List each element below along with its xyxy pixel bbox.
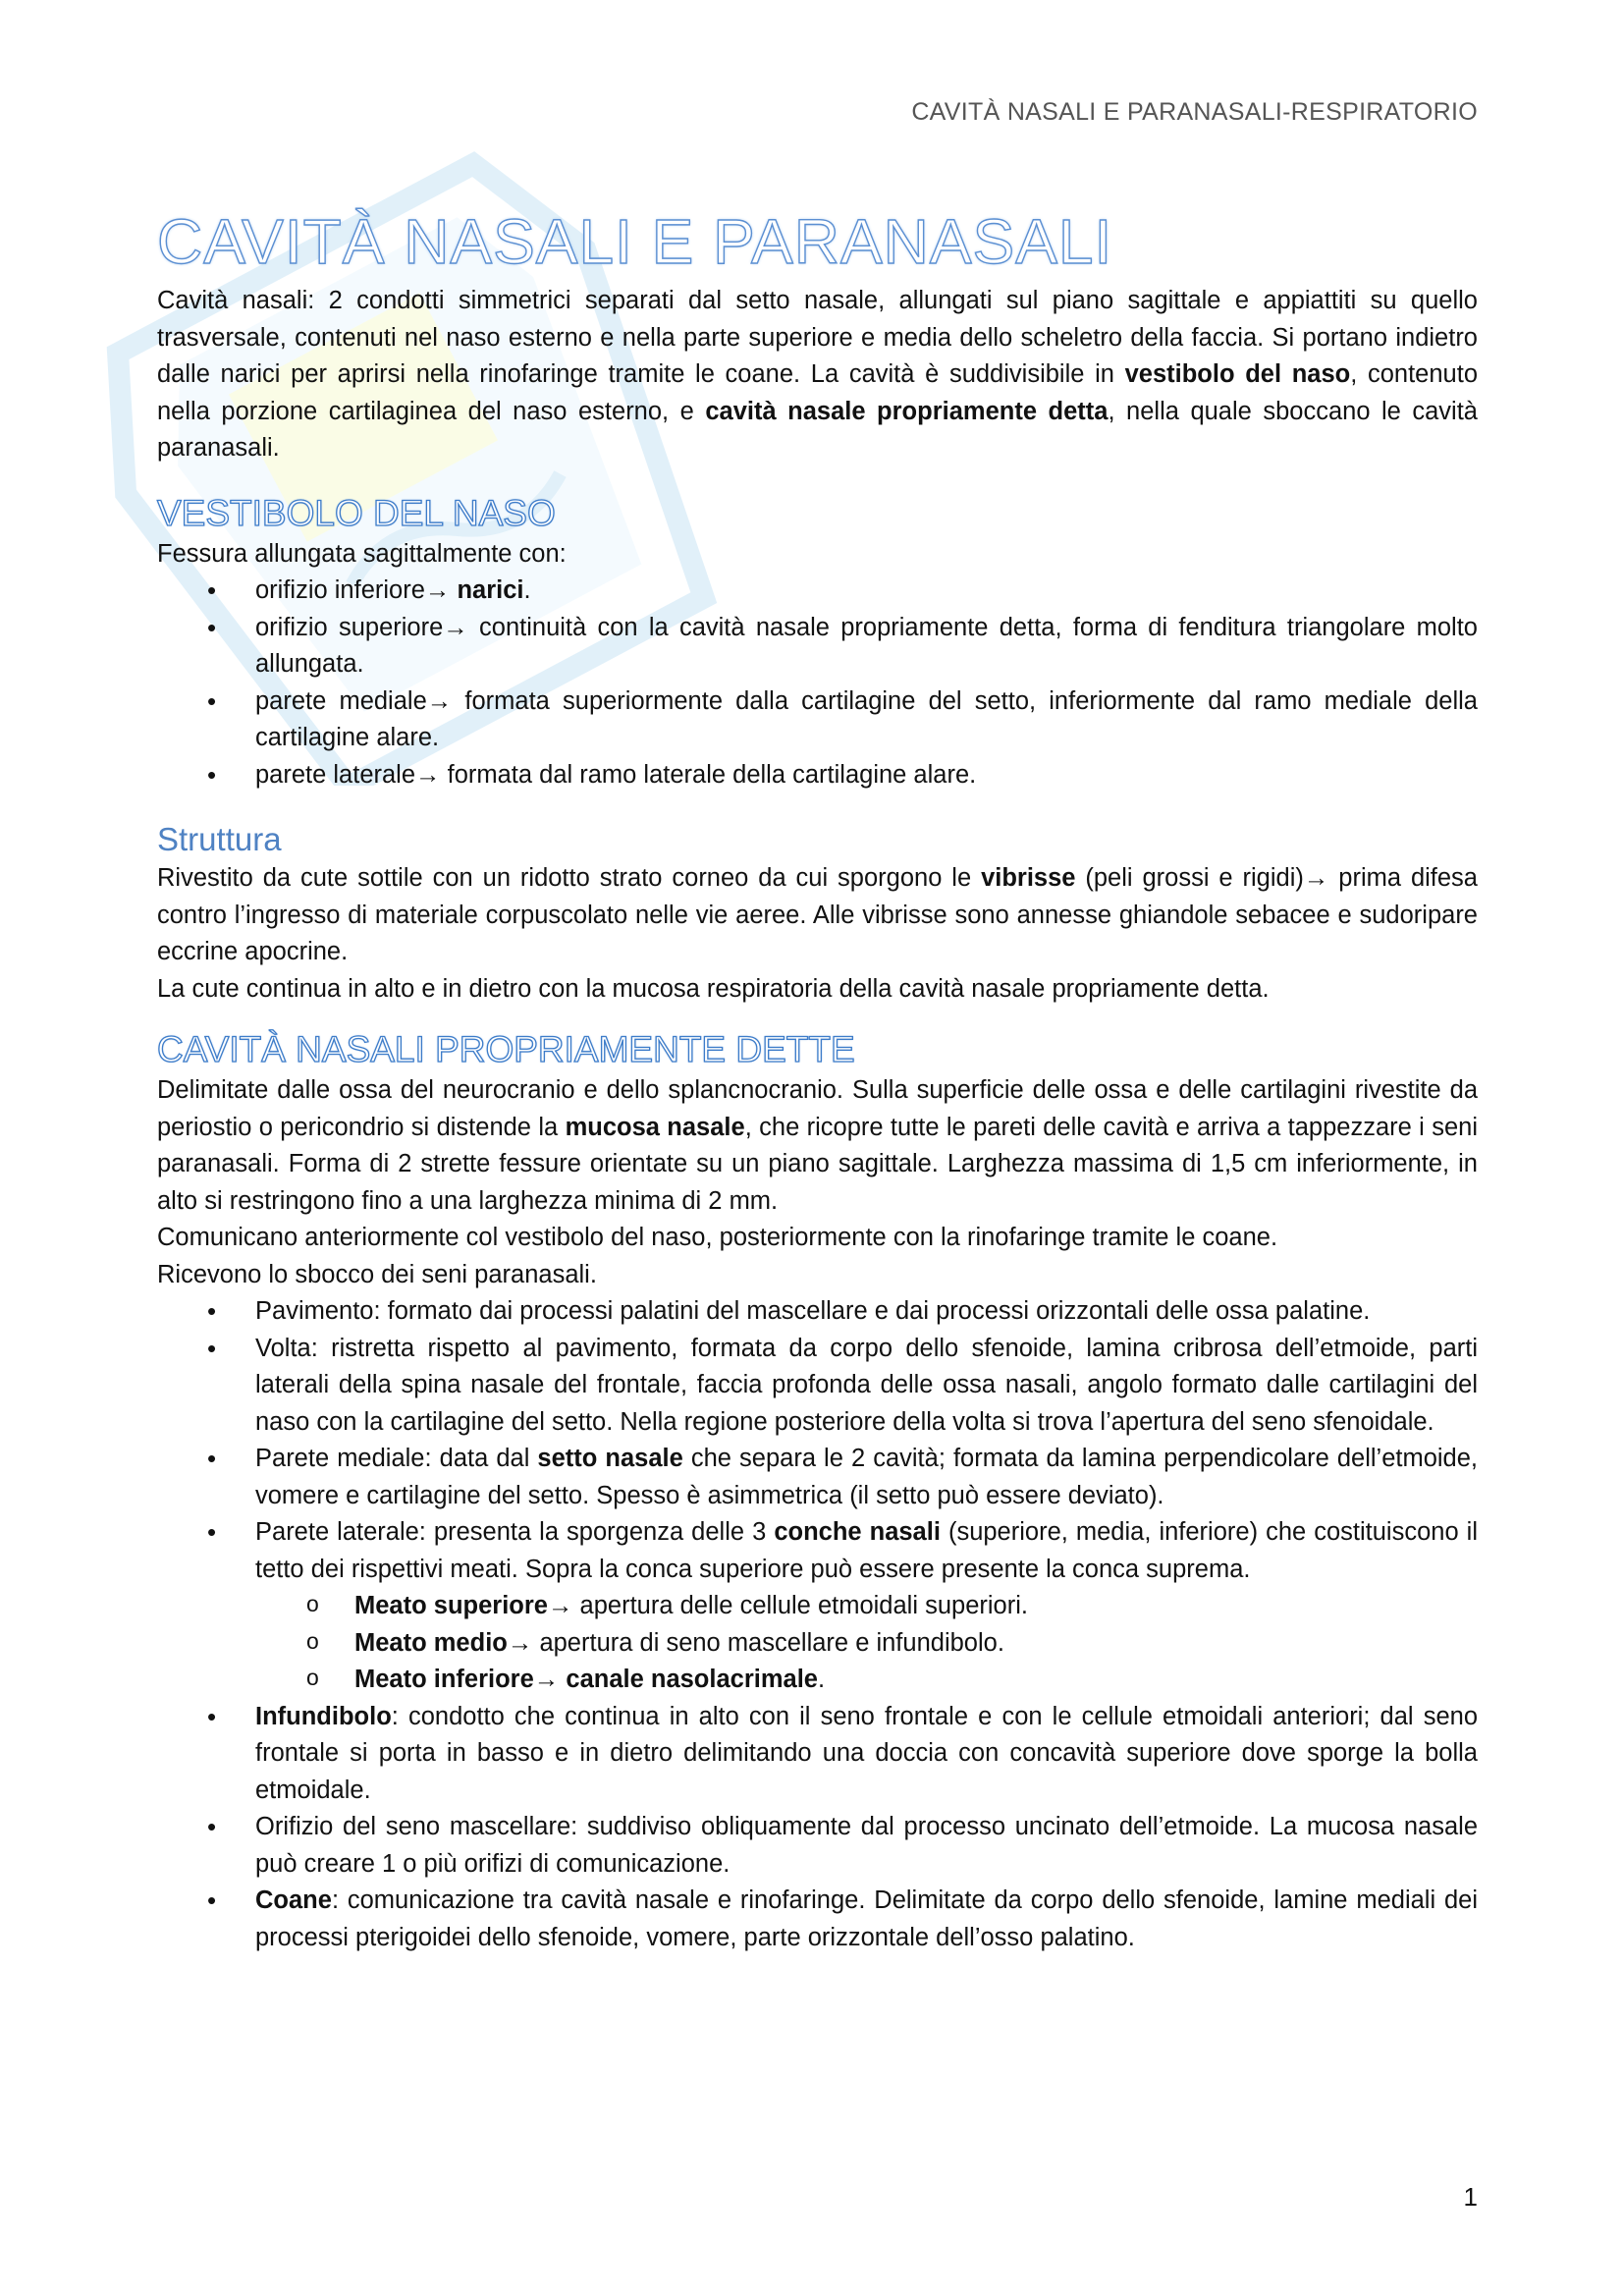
cavita-paragraph: Delimitate dalle ossa del neurocranio e dello splancnocranio. Sulla superficie delle ossa e delle cartilagini rivestite da periostio o pericondrio si distende la mucosa nasale, che ricopre tutte le pareti delle cavità e arriva a tappezzare i seni paranasali. Forma di 2 strette fessure orientate su un piano sagittale. Larghezza massima di 1,5 cm inferiormente, in alto si restringono fino a una larghezza minima di 2 mm.	[157, 1076, 1478, 1215]
list-item: • Pavimento: formato dai processi palatini del mascellare e dai processi orizzontali delle ossa palatine.	[157, 1293, 1478, 1331]
page-title: CAVITÀ NASALI E PARANASALI	[157, 206, 1113, 277]
list-item: • Parete mediale: data dal setto nasale che separa le 2 cavità; formata da lamina perpendicolare dell’etmoide, vomere e cartilagine del setto. Spesso è asimmetrica (il setto può essere deviato).	[157, 1441, 1478, 1514]
cavita-list	[157, 1293, 1478, 1956]
cavita-paragraph-2: Comunicano anteriormente col vestibolo del naso, posteriormente con la rinofaringe tramite le coane.	[157, 1224, 1278, 1251]
heading-cavita: CAVITÀ NASALI PROPRIAMENTE DETTE	[157, 1029, 855, 1069]
sub-list-item: o Meato inferiore→ canale nasolacrimale.	[157, 1662, 1478, 1699]
list-item: • Coane: comunicazione tra cavità nasale e rinofaringe. Delimitate da corpo dello sfenoide, lamine mediali dei processi pterigoidei dello sfenoide, vomere, parte orizzontale dell’osso palatino.	[157, 1883, 1478, 1956]
list-item: • Parete laterale: presenta la sporgenza delle 3 conche nasali (superiore, media, inferiore) che costituiscono il tetto dei rispettivi meati. Sopra la conca superiore può essere presente la conca suprema.	[157, 1514, 1478, 1588]
cavita-paragraph-3: Ricevono lo sbocco dei seni paranasali.	[157, 1260, 597, 1288]
heading-vestibolo: VESTIBOLO DEL NASO	[157, 492, 556, 533]
running-header: CAVITÀ NASALI E PARANASALI-RESPIRATORIO	[911, 98, 1478, 126]
list-item: • parete mediale→ formata superiormente dalla cartilagine del setto, inferiormente dal ramo mediale della cartilagine alare.	[157, 683, 1478, 757]
list-item: • parete laterale→ formata dal ramo laterale della cartilagine alare.	[157, 757, 1478, 794]
list-item: • orifizio inferiore→ narici.	[157, 573, 1478, 610]
sub-list-item: o Meato medio→ apertura di seno mascellare e infundibolo.	[157, 1625, 1478, 1663]
vestibolo-lead: Fessura allungata sagittalmente con:	[157, 539, 567, 568]
list-item: • Infundibolo: condotto che continua in alto con il seno frontale e con le cellule etmoidali anteriori; dal seno frontale si porta in basso e in dietro delimitando una doccia con concavità superiore dove sporge la bolla etmoidale.	[157, 1699, 1478, 1810]
document-body	[157, 204, 1478, 1956]
page-number: 1	[1463, 2182, 1478, 2212]
struttura-paragraph: Rivestito da cute sottile con un ridotto strato corneo da cui sporgono le vibrisse (peli grossi e rigidi)→ prima difesa contro l’ingresso di materiale corpuscolato nelle vie aeree. Alle vibrisse sono annesse ghiandole sebacee e sudoripare eccrine apocrine.	[157, 864, 1478, 965]
heading-struttura: Struttura	[157, 821, 282, 857]
intro-paragraph: Cavità nasali: 2 condotti simmetrici separati dal setto nasale, allungati sul piano sagittale e appiattiti su quello trasversale, contenuti nel naso esterno e nella parte superiore e media dello scheletro della faccia. Si portano indietro dalle narici per aprirsi nella rinofaringe tramite le coane. La cavità è suddivisibile in vestibolo del naso, contenuto nella porzione cartilaginea del naso esterno, e cavità nasale propriamente detta, nella quale sboccano le cavità paranasali.	[157, 287, 1478, 462]
list-item: • Orifizio del seno mascellare: suddiviso obliquamente dal processo uncinato dell’etmoide. La mucosa nasale può creare 1 o più orifizi di comunicazione.	[157, 1809, 1478, 1883]
list-item: • orifizio superiore→ continuità con la cavità nasale propriamente detta, forma di fenditura triangolare molto allungata.	[157, 610, 1478, 683]
struttura-paragraph-2: La cute continua in alto e in dietro con la mucosa respiratoria della cavità nasale propriamente detta.	[157, 974, 1270, 1003]
vestibolo-list	[157, 573, 1478, 793]
list-item: • Volta: ristretta rispetto al pavimento, formata da corpo dello sfenoide, lamina cribrosa dell’etmoide, parti laterali della spina nasale del frontale, faccia profonda delle ossa nasali, angolo formato dalle cartilagini del naso con la cartilagine del setto. Nella regione posteriore della volta si trova l’apertura del seno sfenoidale.	[157, 1331, 1478, 1442]
sub-list-item: o Meato superiore→ apertura delle cellule etmoidali superiori.	[157, 1588, 1478, 1625]
